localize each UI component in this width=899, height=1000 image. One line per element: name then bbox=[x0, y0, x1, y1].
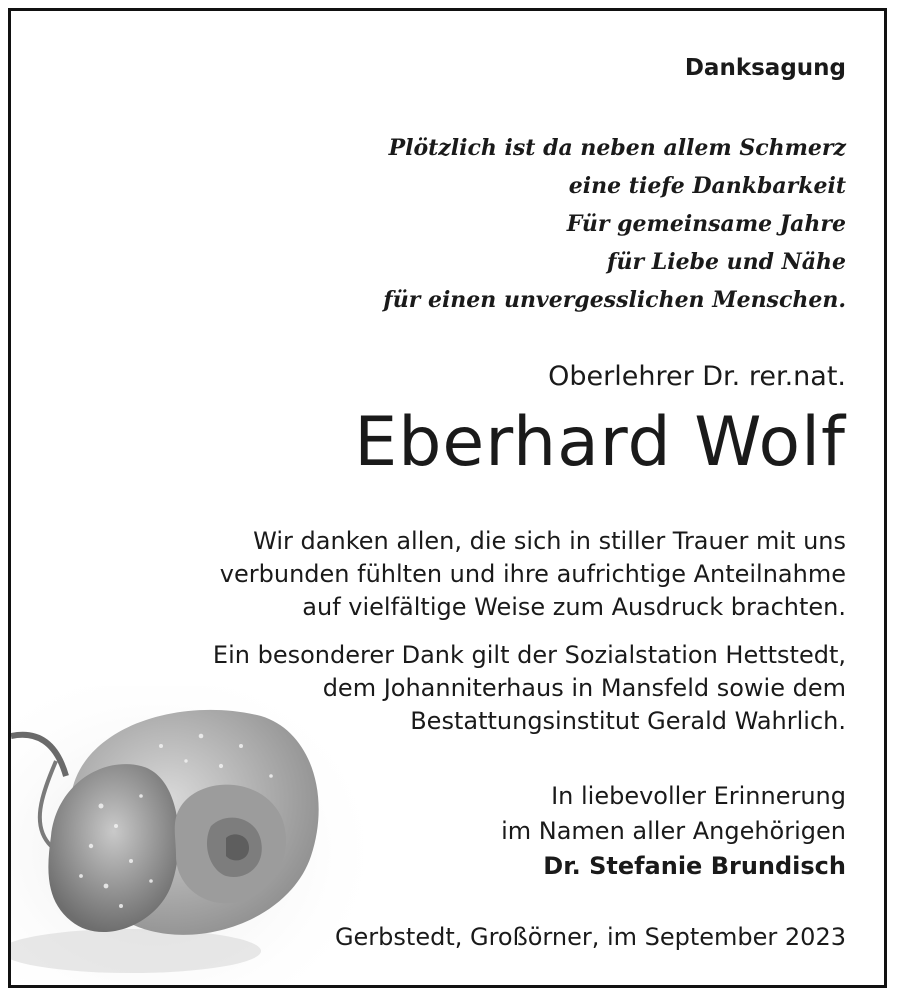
heading: Danksagung bbox=[684, 55, 846, 81]
poem-line: eine tiefe Dankbarkeit bbox=[568, 173, 846, 199]
signature-line: im Namen aller Angehörigen bbox=[501, 817, 846, 845]
thanks-paragraph-2 bbox=[213, 639, 846, 738]
text-line: Wir danken allen, die sich in stiller Trauer mit uns bbox=[253, 527, 846, 555]
obituary-notice bbox=[8, 8, 887, 988]
signature-block bbox=[501, 779, 846, 884]
deceased-title: Oberlehrer Dr. rer.nat. bbox=[548, 361, 846, 392]
signer-name: Dr. Stefanie Brundisch bbox=[543, 852, 846, 880]
signature-line: In liebevoller Erinnerung bbox=[551, 782, 846, 810]
poem-line: Plötzlich ist da neben allem Schmerz bbox=[388, 135, 846, 161]
poem-line: für Liebe und Nähe bbox=[607, 249, 846, 275]
place-date: Gerbstedt, Großörner, im September 2023 bbox=[334, 923, 846, 951]
thanks-paragraph-1 bbox=[220, 525, 846, 624]
deceased-name: Eberhard Wolf bbox=[354, 403, 846, 482]
poem-line: für einen unvergesslichen Menschen. bbox=[383, 287, 846, 313]
text-line: Ein besonderer Dank gilt der Sozialstation Hettstedt, bbox=[212, 641, 846, 669]
poem-line: Für gemeinsame Jahre bbox=[566, 211, 846, 237]
text-line: verbunden fühlten und ihre aufrichtige Anteilnahme bbox=[219, 560, 846, 588]
poem bbox=[383, 129, 846, 319]
text-line: dem Johanniterhaus in Mansfeld sowie dem bbox=[322, 674, 846, 702]
text-line: Bestattungsinstitut Gerald Wahrlich. bbox=[410, 707, 846, 735]
text-line: auf vielfältige Weise zum Ausdruck brachten. bbox=[302, 593, 846, 621]
